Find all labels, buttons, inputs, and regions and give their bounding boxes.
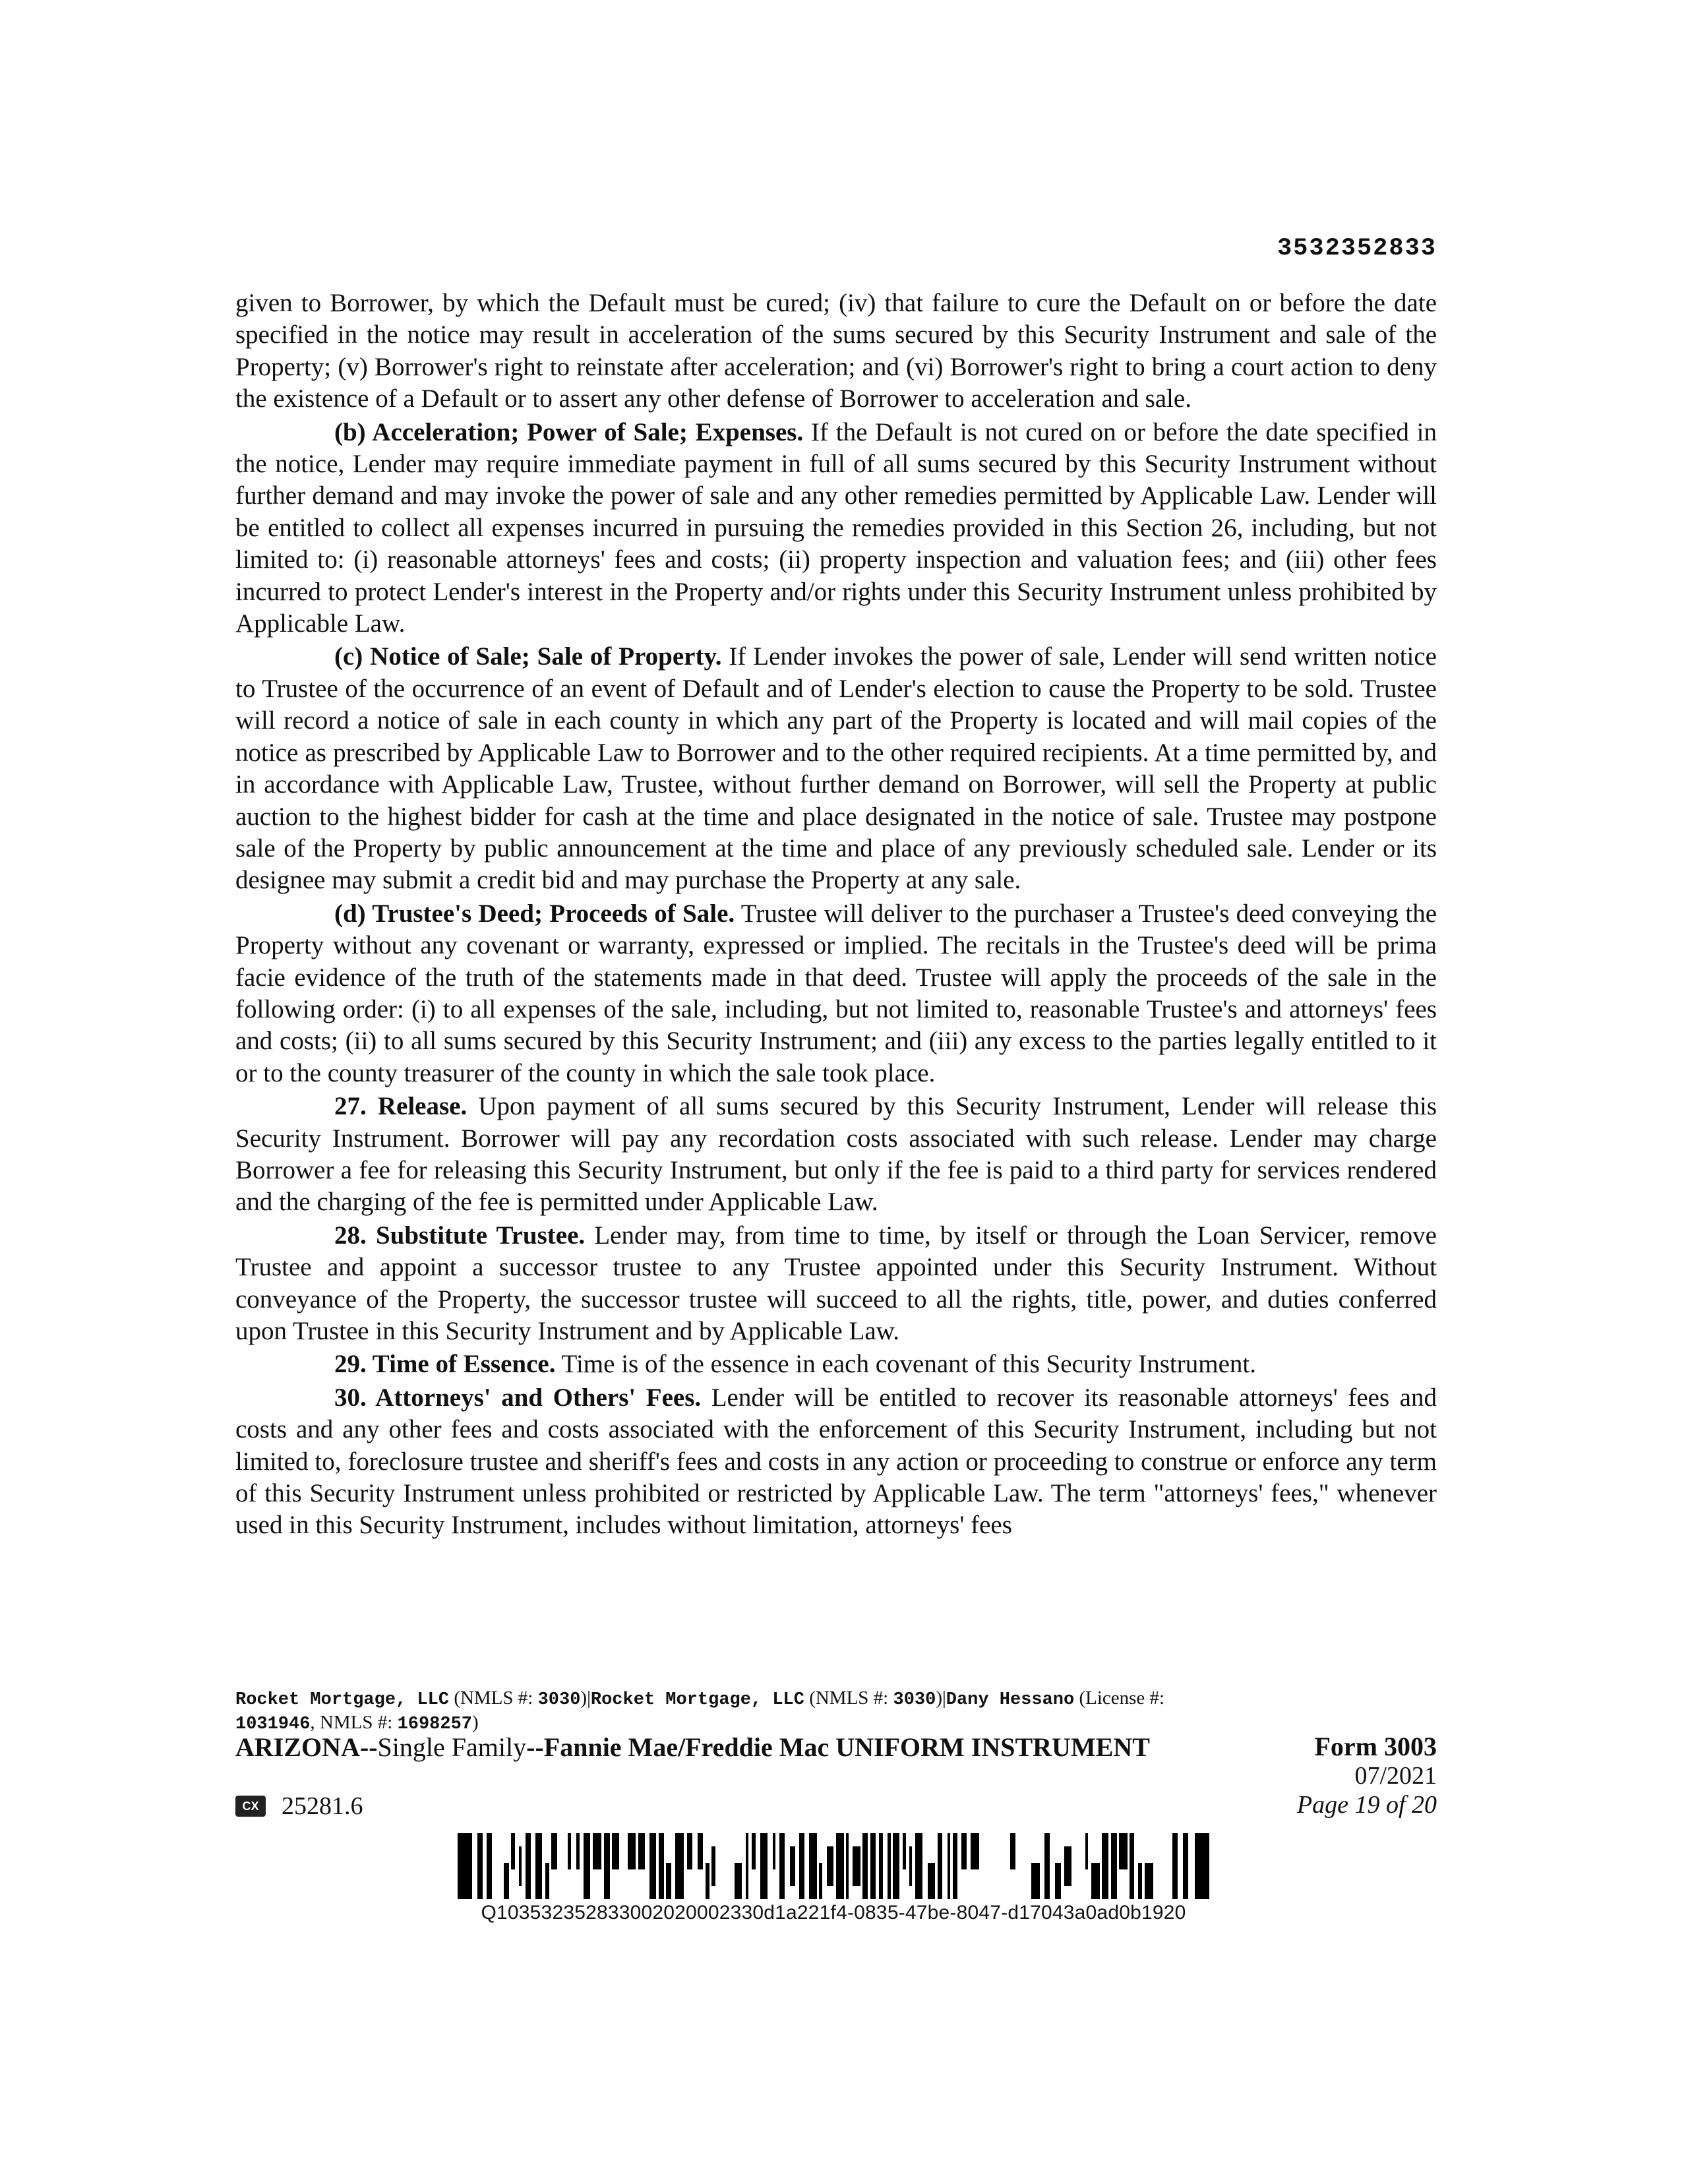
lender-nmls: 3030 xyxy=(537,1690,581,1710)
nmls-label-2: (NMLS #: xyxy=(804,1687,893,1709)
form-title xyxy=(235,1732,1150,1763)
license-label: (License #: xyxy=(1074,1687,1165,1709)
separator: )| xyxy=(580,1687,591,1709)
lender-name-2: Rocket Mortgage, LLC xyxy=(590,1690,804,1710)
paragraph-release xyxy=(235,1091,1437,1219)
form-state: ARIZONA-- xyxy=(235,1732,378,1762)
page-number: Page 19 of 20 xyxy=(1296,1791,1437,1819)
heading-trustees-deed: (d) Trustee's Deed; Proceeds of Sale. xyxy=(334,899,735,928)
form-info xyxy=(1297,1732,1437,1819)
text-acceleration: If the Default is not cured on or before the date specified in the notice, Lender may require immediate payment in full of all sums secured by this Security Instrument without further demand and may invoke the power of sale and any other remedies permitted by Applicable Law. Lender will be entitled to collect all expenses incurred in pursuing the remedies provided in this Section 26, including, but not limited to: (i) reasonable attorneys' fees and costs; (ii) property inspection and valuation fees; and (iii) other fees incurred to protect Lender's interest in the Property and/or rights under this Security Instrument unless prohibited by Applicable Law. xyxy=(235,417,1437,638)
originator-nmls: 1698257 xyxy=(397,1714,472,1734)
originator-name: Dany Hessano xyxy=(946,1690,1075,1710)
text-substitute-trustee: Lender may, from time to time, by itself or through the Loan Servicer, remove Trustee and appoint a successor trustee to any Trustee appointed under this Security Instrument. Without conveyance of the Property, the successor trustee will succeed to all the rights, title, power, and duties conferred upon Trustee in this Security Instrument and by Applicable Law. xyxy=(235,1221,1437,1345)
paragraph-attorneys-fees xyxy=(235,1382,1437,1542)
doc-code: 25281.6 xyxy=(282,1792,363,1820)
loan-number: 3532352833 xyxy=(1277,235,1437,262)
heading-substitute-trustee: 28. Substitute Trustee. xyxy=(334,1221,586,1250)
paragraph-acceleration xyxy=(235,417,1437,640)
footer-lender-info xyxy=(235,1687,1437,1736)
form-number: Form 3003 xyxy=(1314,1732,1437,1761)
text-attorneys-fees: Lender will be entitled to recover its reasonable attorneys' fees and costs and any other fees and costs associated with the enforcement of this Security Instrument, including but not limited to, foreclosure trustee and sheriff's fees and costs in any action or proceeding to construe or enforce any term of this Security Instrument unless prohibited or restricted by Applicable Law. The term "attorneys' fees," whenever used in this Security Instrument, includes without limitation, attorneys' fees xyxy=(235,1383,1437,1540)
text-trustees-deed: Trustee will deliver to the purchaser a Trustee's deed conveying the Property without any covenant or warranty, expressed or implied. The recitals in the Trustee's deed will be prima facie evidence of the truth of the statements made in that deed. Trustee will apply the proceeds of the sale in the following order: (i) to all expenses of the sale, including, but not limited to, reasonable Trustee's and attorneys' fees and costs; (ii) to all sums secured by this Security Instrument; and (iii) any excess to the parties legally entitled to it or to the county treasurer of the county in which the sale took place. xyxy=(235,899,1437,1087)
form-date: 07/2021 xyxy=(1354,1762,1437,1790)
cx-logo-icon: CX xyxy=(235,1796,266,1817)
heading-attorneys-fees: 30. Attorneys' and Others' Fees. xyxy=(334,1383,702,1412)
form-type: Single Family xyxy=(377,1732,527,1762)
text-release: Upon payment of all sums secured by this Security Instrument, Lender will release this Security Instrument. Borrower will pay any recordation costs associated with such release. Lender may charge Borrower a fee for releasing this Security Instrument, but only if the fee is paid to a third party for services rendered and the charging of the fee is permitted under Applicable Law. xyxy=(235,1092,1437,1217)
document-body xyxy=(235,288,1437,1542)
close-paren: ) xyxy=(471,1712,479,1733)
paragraph-substitute-trustee xyxy=(235,1220,1437,1348)
heading-notice-of-sale: (c) Notice of Sale; Sale of Property. xyxy=(334,642,722,671)
barcode-text: Q103532352833002020002330d1a221f4-0835-47be-8047-d17043a0ad0b1920 xyxy=(481,1902,1186,1924)
heading-release: 27. Release. xyxy=(334,1092,467,1121)
paragraph-time-of-essence xyxy=(235,1349,1437,1380)
text-notice-of-sale: If Lender invokes the power of sale, Lender will send written notice to Trustee of the occurrence of an event of Default and of Lender's election to cause the Property to be sold. Trustee will record a notice of sale in each county in which any part of the Property is located and will mail copies of the notice as prescribed by Applicable Law to Borrower and to the other required recipients. At a time permitted by, and in accordance with Applicable Law, Trustee, without further demand on Borrower, will sell the Property at public auction to the highest bidder for cash at the time and place designated in the notice of sale. Trustee may postpone sale of the Property by public announcement at the time and place of any previously scheduled sale. Lender or its designee may submit a credit bid and may purchase the Property at any sale. xyxy=(235,642,1437,895)
heading-acceleration: (b) Acceleration; Power of Sale; Expenses. xyxy=(334,417,804,446)
form-instrument: --Fannie Mae/Freddie Mac UNIFORM INSTRUMENT xyxy=(526,1732,1150,1762)
barcode-block xyxy=(458,1833,1209,1924)
paragraph-default-notice: given to Borrower, by which the Default must be cured; (iv) that failure to cure the Default on or before the date specified in the notice may result in acceleration of the sums secured by this Security Instrument and sale of the Property; (v) Borrower's right to reinstate after acceleration; and (vi) Borrower's right to bring a court action to deny the existence of a Default or to assert any other defense of Borrower to acceleration and sale. xyxy=(235,289,1437,413)
paragraph-trustees-deed xyxy=(235,898,1437,1089)
doc-id xyxy=(235,1792,363,1821)
nmls-label: (NMLS #: xyxy=(449,1687,538,1709)
license-number: 1031946 xyxy=(235,1714,311,1734)
nmls-label-3: , NMLS #: xyxy=(310,1712,398,1733)
paragraph-notice-of-sale xyxy=(235,641,1437,896)
heading-time-of-essence: 29. Time of Essence. xyxy=(334,1350,556,1379)
text-time-of-essence: Time is of the essence in each covenant of this Security Instrument. xyxy=(555,1350,1256,1379)
separator-2: )| xyxy=(936,1687,946,1709)
barcode-icon xyxy=(458,1833,1209,1899)
lender-name: Rocket Mortgage, LLC xyxy=(235,1690,450,1710)
lender-nmls-2: 3030 xyxy=(893,1690,936,1710)
